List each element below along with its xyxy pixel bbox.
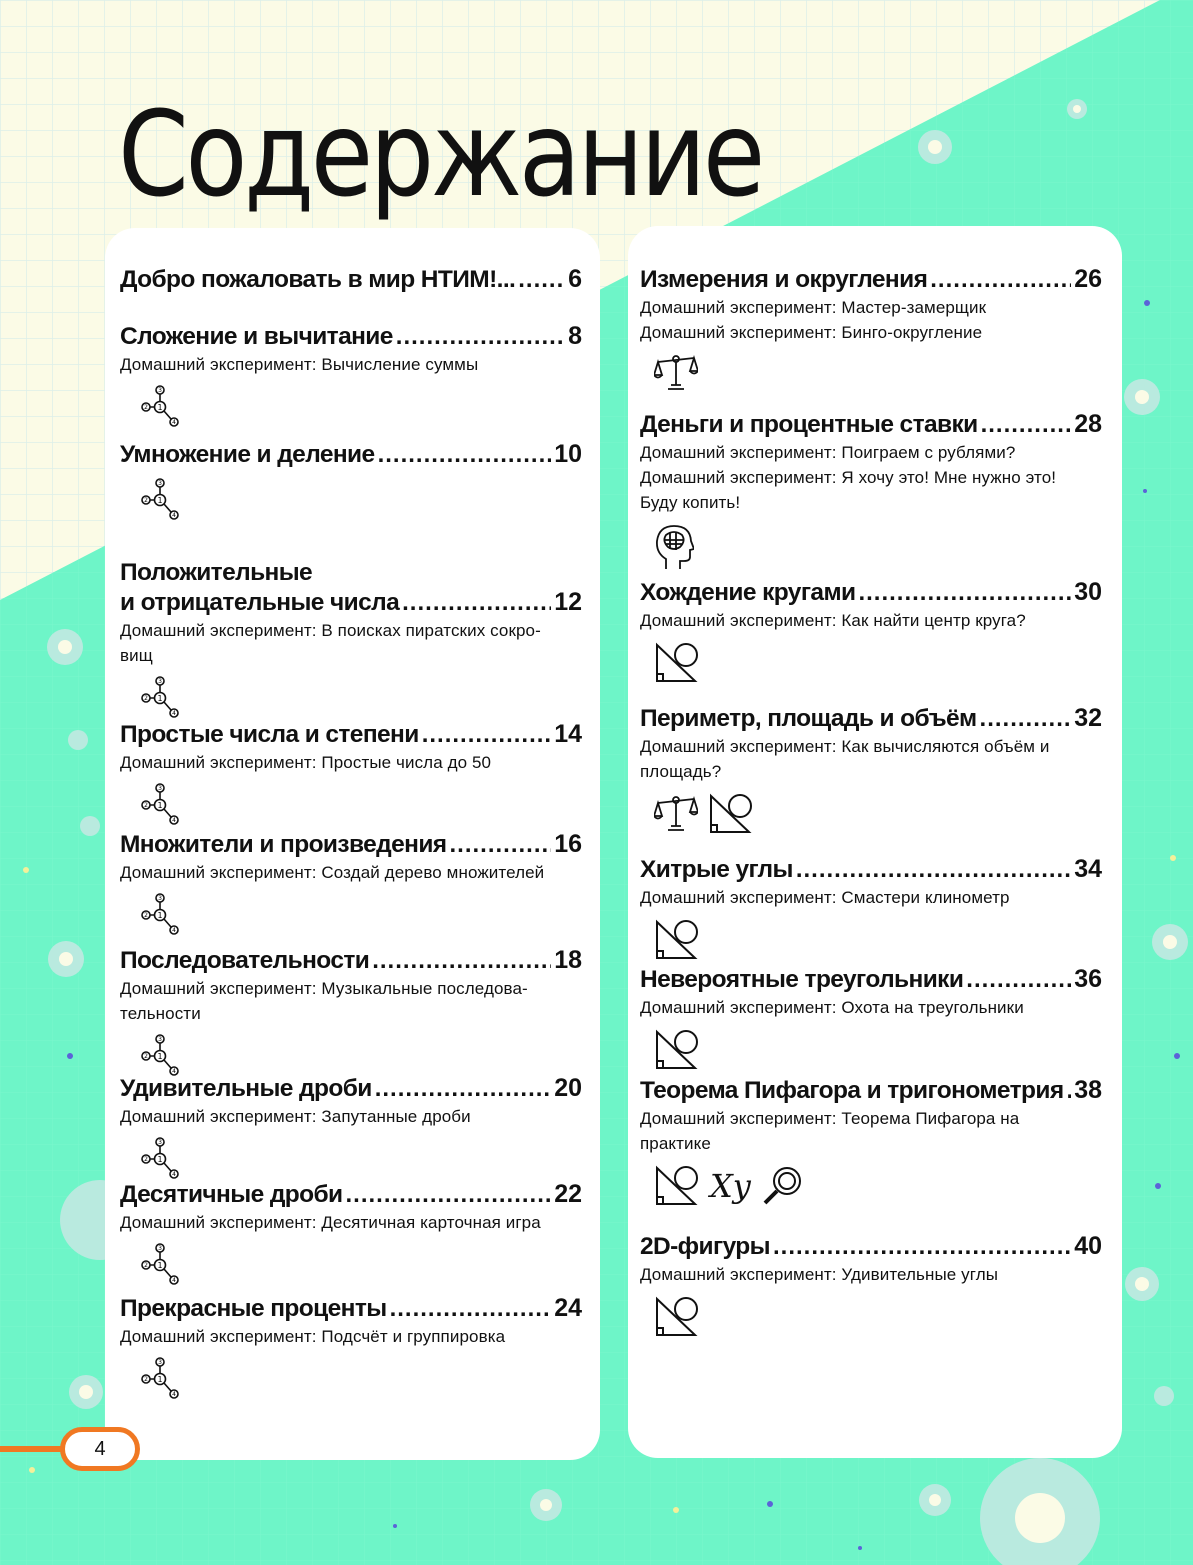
entry-page-number: 38 bbox=[1074, 1076, 1102, 1104]
svg-text:2: 2 bbox=[144, 1156, 148, 1163]
home-experiment-line: Домашний эксперимент: Запутанные дроби bbox=[120, 1107, 471, 1126]
home-experiment-line: Домашний эксперимент: Я хочу это! Мне нужно это! bbox=[640, 468, 1057, 487]
home-experiment-line: Домашний эксперимент: Бинго-округление bbox=[640, 323, 983, 342]
entry-title: и отрицательные числа bbox=[120, 589, 400, 616]
entry-page-number: 28 bbox=[1074, 410, 1102, 438]
toc-entry[interactable] bbox=[640, 578, 1102, 685]
leader-dots bbox=[390, 1295, 552, 1323]
home-experiment-line: Домашний эксперимент: Музыкальные последова- bbox=[120, 979, 528, 998]
toc-entry[interactable] bbox=[120, 558, 582, 718]
entry-title: Сложение и вычитание bbox=[120, 323, 393, 350]
home-experiment-line: Домашний эксперимент: Теорема Пифагора на bbox=[640, 1109, 1020, 1128]
leader-dots bbox=[981, 411, 1072, 439]
entry-title-row bbox=[640, 410, 1102, 440]
entry-page-number: 34 bbox=[1074, 855, 1102, 883]
toc-entry[interactable] bbox=[640, 965, 1102, 1072]
entry-title-row bbox=[640, 965, 1102, 995]
entry-page-number: 8 bbox=[568, 322, 582, 350]
entry-page-number: 40 bbox=[1074, 1232, 1102, 1260]
entry-title-row bbox=[120, 830, 582, 860]
topic-icons bbox=[654, 1295, 1102, 1339]
magnifier-icon bbox=[761, 1165, 805, 1207]
home-experiment-line: площадь? bbox=[640, 762, 722, 781]
svg-text:3: 3 bbox=[158, 1245, 162, 1252]
leader-dots bbox=[375, 1075, 551, 1103]
entry-title: 2D-фигуры bbox=[640, 1233, 770, 1260]
svg-text:3: 3 bbox=[158, 895, 162, 902]
leader-dots bbox=[930, 266, 1071, 294]
entry-page-number: 16 bbox=[554, 830, 582, 858]
numbers-tree-icon bbox=[138, 1137, 182, 1179]
entry-page-number: 14 bbox=[554, 720, 582, 748]
svg-text:3: 3 bbox=[158, 387, 162, 394]
toc-entry[interactable] bbox=[120, 1180, 582, 1285]
svg-text:3: 3 bbox=[158, 678, 162, 685]
shapes-icon bbox=[654, 641, 700, 685]
entry-title: Удивительные дроби bbox=[120, 1075, 372, 1102]
shapes-icon bbox=[708, 792, 754, 836]
entry-title: Последовательности bbox=[120, 947, 370, 974]
toc-entry[interactable] bbox=[640, 855, 1102, 962]
entry-title-line: Положительные bbox=[120, 559, 313, 586]
svg-text:2: 2 bbox=[144, 802, 148, 809]
numbers-tree-icon bbox=[138, 676, 182, 718]
svg-text:1: 1 bbox=[157, 911, 163, 920]
toc-entry[interactable] bbox=[120, 830, 582, 935]
topic-icons bbox=[138, 893, 582, 935]
page-number-line bbox=[0, 1446, 62, 1452]
home-experiment-line: Домашний эксперимент: Простые числа до 50 bbox=[120, 753, 492, 772]
topic-icons bbox=[138, 783, 582, 825]
home-experiment-line: тельности bbox=[120, 1004, 201, 1023]
entry-page-number: 18 bbox=[554, 946, 582, 974]
svg-text:1: 1 bbox=[157, 1261, 163, 1270]
toc-entry[interactable] bbox=[120, 1074, 582, 1179]
scales-icon bbox=[654, 353, 698, 393]
home-experiment-line: Домашний эксперимент: Удивительные углы bbox=[640, 1265, 999, 1284]
entry-title-row bbox=[640, 704, 1102, 734]
entry-page-number: 10 bbox=[554, 440, 582, 468]
entry-title-row bbox=[120, 720, 582, 750]
numbers-tree-icon bbox=[138, 783, 182, 825]
home-experiment-line: Домашний эксперимент: Создай дерево множителей bbox=[120, 863, 545, 882]
svg-text:1: 1 bbox=[157, 1375, 163, 1384]
svg-text:4: 4 bbox=[172, 512, 176, 519]
home-experiment-line: Домашний эксперимент: Вычисление суммы bbox=[120, 355, 479, 374]
svg-text:4: 4 bbox=[172, 1391, 176, 1398]
entry-title: Хитрые углы bbox=[640, 856, 793, 883]
svg-text:4: 4 bbox=[172, 927, 176, 934]
leader-dots bbox=[422, 721, 551, 749]
leader-dots bbox=[518, 266, 565, 294]
toc-entry[interactable] bbox=[640, 1232, 1102, 1339]
svg-text:2: 2 bbox=[144, 404, 148, 411]
leader-dots bbox=[980, 705, 1072, 733]
leader-dots bbox=[378, 441, 552, 469]
page-title: Содержание bbox=[118, 85, 762, 223]
svg-text:3: 3 bbox=[158, 1036, 162, 1043]
toc-entry[interactable] bbox=[120, 720, 582, 825]
svg-text:1: 1 bbox=[157, 403, 163, 412]
entry-title-row bbox=[120, 946, 582, 976]
entry-title-row bbox=[120, 1180, 582, 1210]
entry-title: Простые числа и степени bbox=[120, 721, 419, 748]
svg-text:1: 1 bbox=[157, 1052, 163, 1061]
entry-title-row bbox=[120, 440, 582, 470]
toc-entry[interactable] bbox=[640, 1076, 1102, 1208]
entry-title-row bbox=[640, 265, 1102, 295]
home-experiment-line: Домашний эксперимент: Подсчёт и группировка bbox=[120, 1327, 506, 1346]
numbers-tree-icon bbox=[138, 478, 182, 520]
entry-title: Прекрасные проценты bbox=[120, 1295, 387, 1322]
home-experiment-line: Домашний эксперимент: Охота на треугольники bbox=[640, 998, 1024, 1017]
toc-entry[interactable] bbox=[640, 265, 1102, 393]
page-number: 4 bbox=[60, 1427, 140, 1471]
svg-text:2: 2 bbox=[144, 912, 148, 919]
brain-head-icon bbox=[654, 523, 694, 571]
leader-dots bbox=[372, 947, 551, 975]
home-experiment-line: вищ bbox=[120, 646, 153, 665]
topic-icons bbox=[654, 918, 1102, 962]
topic-icons bbox=[138, 385, 582, 427]
entry-title: Периметр, площадь и объём bbox=[640, 705, 977, 732]
topic-icons bbox=[654, 1028, 1102, 1072]
leader-dots bbox=[402, 589, 551, 617]
toc-entry[interactable] bbox=[120, 946, 582, 1076]
home-experiment-line: Домашний эксперимент: В поисках пиратских сокро- bbox=[120, 621, 541, 640]
shapes-icon bbox=[654, 1164, 700, 1208]
entry-title-row bbox=[120, 322, 582, 352]
topic-icons bbox=[138, 1034, 582, 1076]
leader-dots bbox=[858, 579, 1071, 607]
numbers-tree-icon bbox=[138, 1243, 182, 1285]
xy-icon: Xy bbox=[710, 1167, 751, 1205]
toc-entry[interactable] bbox=[640, 410, 1102, 571]
svg-text:2: 2 bbox=[144, 695, 148, 702]
entry-title: Измерения и округления bbox=[640, 266, 928, 293]
svg-text:1: 1 bbox=[157, 496, 163, 505]
scales-icon bbox=[654, 794, 698, 834]
entry-title-row bbox=[640, 1076, 1102, 1106]
entry-page-number: 30 bbox=[1074, 578, 1102, 606]
shapes-icon bbox=[654, 1028, 700, 1072]
entry-title-row bbox=[120, 265, 582, 295]
entry-title: Теорема Пифагора и тригонометрия bbox=[640, 1077, 1064, 1104]
numbers-tree-icon bbox=[138, 893, 182, 935]
entry-title: Множители и произведения bbox=[120, 831, 447, 858]
topic-icons bbox=[654, 792, 1102, 836]
leader-dots bbox=[773, 1233, 1071, 1261]
svg-text:1: 1 bbox=[157, 694, 163, 703]
topic-icons bbox=[138, 1137, 582, 1179]
home-experiment-line: Буду копить! bbox=[640, 493, 741, 512]
entry-page-number: 26 bbox=[1074, 265, 1102, 293]
topic-icons bbox=[138, 676, 582, 718]
topic-icons bbox=[654, 1164, 1102, 1208]
svg-text:4: 4 bbox=[172, 1068, 176, 1075]
toc-entry[interactable] bbox=[120, 322, 582, 427]
entry-title-row bbox=[120, 1074, 582, 1104]
home-experiment-line: Домашний эксперимент: Как найти центр круга? bbox=[640, 611, 1026, 630]
shapes-icon bbox=[654, 918, 700, 962]
svg-text:2: 2 bbox=[144, 497, 148, 504]
toc-entry[interactable] bbox=[120, 265, 582, 295]
entry-title: Хождение кругами bbox=[640, 579, 856, 606]
topic-icons bbox=[654, 523, 1102, 571]
leader-dots bbox=[449, 831, 551, 859]
svg-text:2: 2 bbox=[144, 1376, 148, 1383]
entry-page-number: 24 bbox=[554, 1294, 582, 1322]
svg-text:1: 1 bbox=[157, 1155, 163, 1164]
home-experiment-line: Домашний эксперимент: Поиграем с рублями? bbox=[640, 443, 1016, 462]
topic-icons bbox=[138, 1243, 582, 1285]
shapes-icon bbox=[654, 1295, 700, 1339]
home-experiment-line: практике bbox=[640, 1134, 711, 1153]
entry-title-row bbox=[640, 578, 1102, 608]
entry-title: Умножение и деление bbox=[120, 441, 375, 468]
toc-entry[interactable] bbox=[120, 440, 582, 520]
svg-text:4: 4 bbox=[172, 1277, 176, 1284]
entry-title-row bbox=[640, 1232, 1102, 1262]
entry-page-number: 32 bbox=[1074, 704, 1102, 732]
svg-text:3: 3 bbox=[158, 1359, 162, 1366]
home-experiment-line: Домашний эксперимент: Как вычисляются объём и bbox=[640, 737, 1050, 756]
entry-title-row bbox=[120, 588, 582, 618]
svg-text:4: 4 bbox=[172, 419, 176, 426]
svg-text:3: 3 bbox=[158, 1139, 162, 1146]
entry-title-row bbox=[640, 855, 1102, 885]
topic-icons bbox=[654, 641, 1102, 685]
numbers-tree-icon bbox=[138, 1357, 182, 1399]
leader-dots bbox=[796, 856, 1071, 884]
entry-title: Добро пожаловать в мир НТИМ!... bbox=[120, 266, 516, 293]
numbers-tree-icon bbox=[138, 1034, 182, 1076]
entry-page-number: 36 bbox=[1074, 965, 1102, 993]
entry-page-number: 20 bbox=[554, 1074, 582, 1102]
topic-icons bbox=[654, 353, 1102, 393]
entry-page-number: 22 bbox=[554, 1180, 582, 1208]
home-experiment-line: Домашний эксперимент: Мастер-замерщик bbox=[640, 298, 987, 317]
leader-dots bbox=[966, 966, 1071, 994]
entry-title: Деньги и процентные ставки bbox=[640, 411, 978, 438]
svg-text:4: 4 bbox=[172, 710, 176, 717]
home-experiment-line: Домашний эксперимент: Десятичная карточная игра bbox=[120, 1213, 541, 1232]
topic-icons bbox=[138, 1357, 582, 1399]
svg-text:4: 4 bbox=[172, 1171, 176, 1178]
leader-dots bbox=[346, 1181, 552, 1209]
entry-title: Десятичные дроби bbox=[120, 1181, 343, 1208]
numbers-tree-icon bbox=[138, 385, 182, 427]
svg-text:3: 3 bbox=[158, 480, 162, 487]
svg-text:1: 1 bbox=[157, 801, 163, 810]
entry-page-number: 6 bbox=[568, 265, 582, 293]
topic-icons bbox=[138, 478, 582, 520]
toc-entry[interactable] bbox=[640, 704, 1102, 836]
toc-entry[interactable] bbox=[120, 1294, 582, 1399]
entry-title-row bbox=[120, 1294, 582, 1324]
leader-dots bbox=[1067, 1077, 1072, 1105]
svg-text:2: 2 bbox=[144, 1262, 148, 1269]
entry-title: Невероятные треугольники bbox=[640, 966, 964, 993]
svg-text:2: 2 bbox=[144, 1053, 148, 1060]
home-experiment-line: Домашний эксперимент: Смастери клинометр bbox=[640, 888, 1010, 907]
entry-page-number: 12 bbox=[554, 588, 582, 616]
svg-text:4: 4 bbox=[172, 817, 176, 824]
leader-dots bbox=[396, 323, 565, 351]
svg-text:3: 3 bbox=[158, 785, 162, 792]
